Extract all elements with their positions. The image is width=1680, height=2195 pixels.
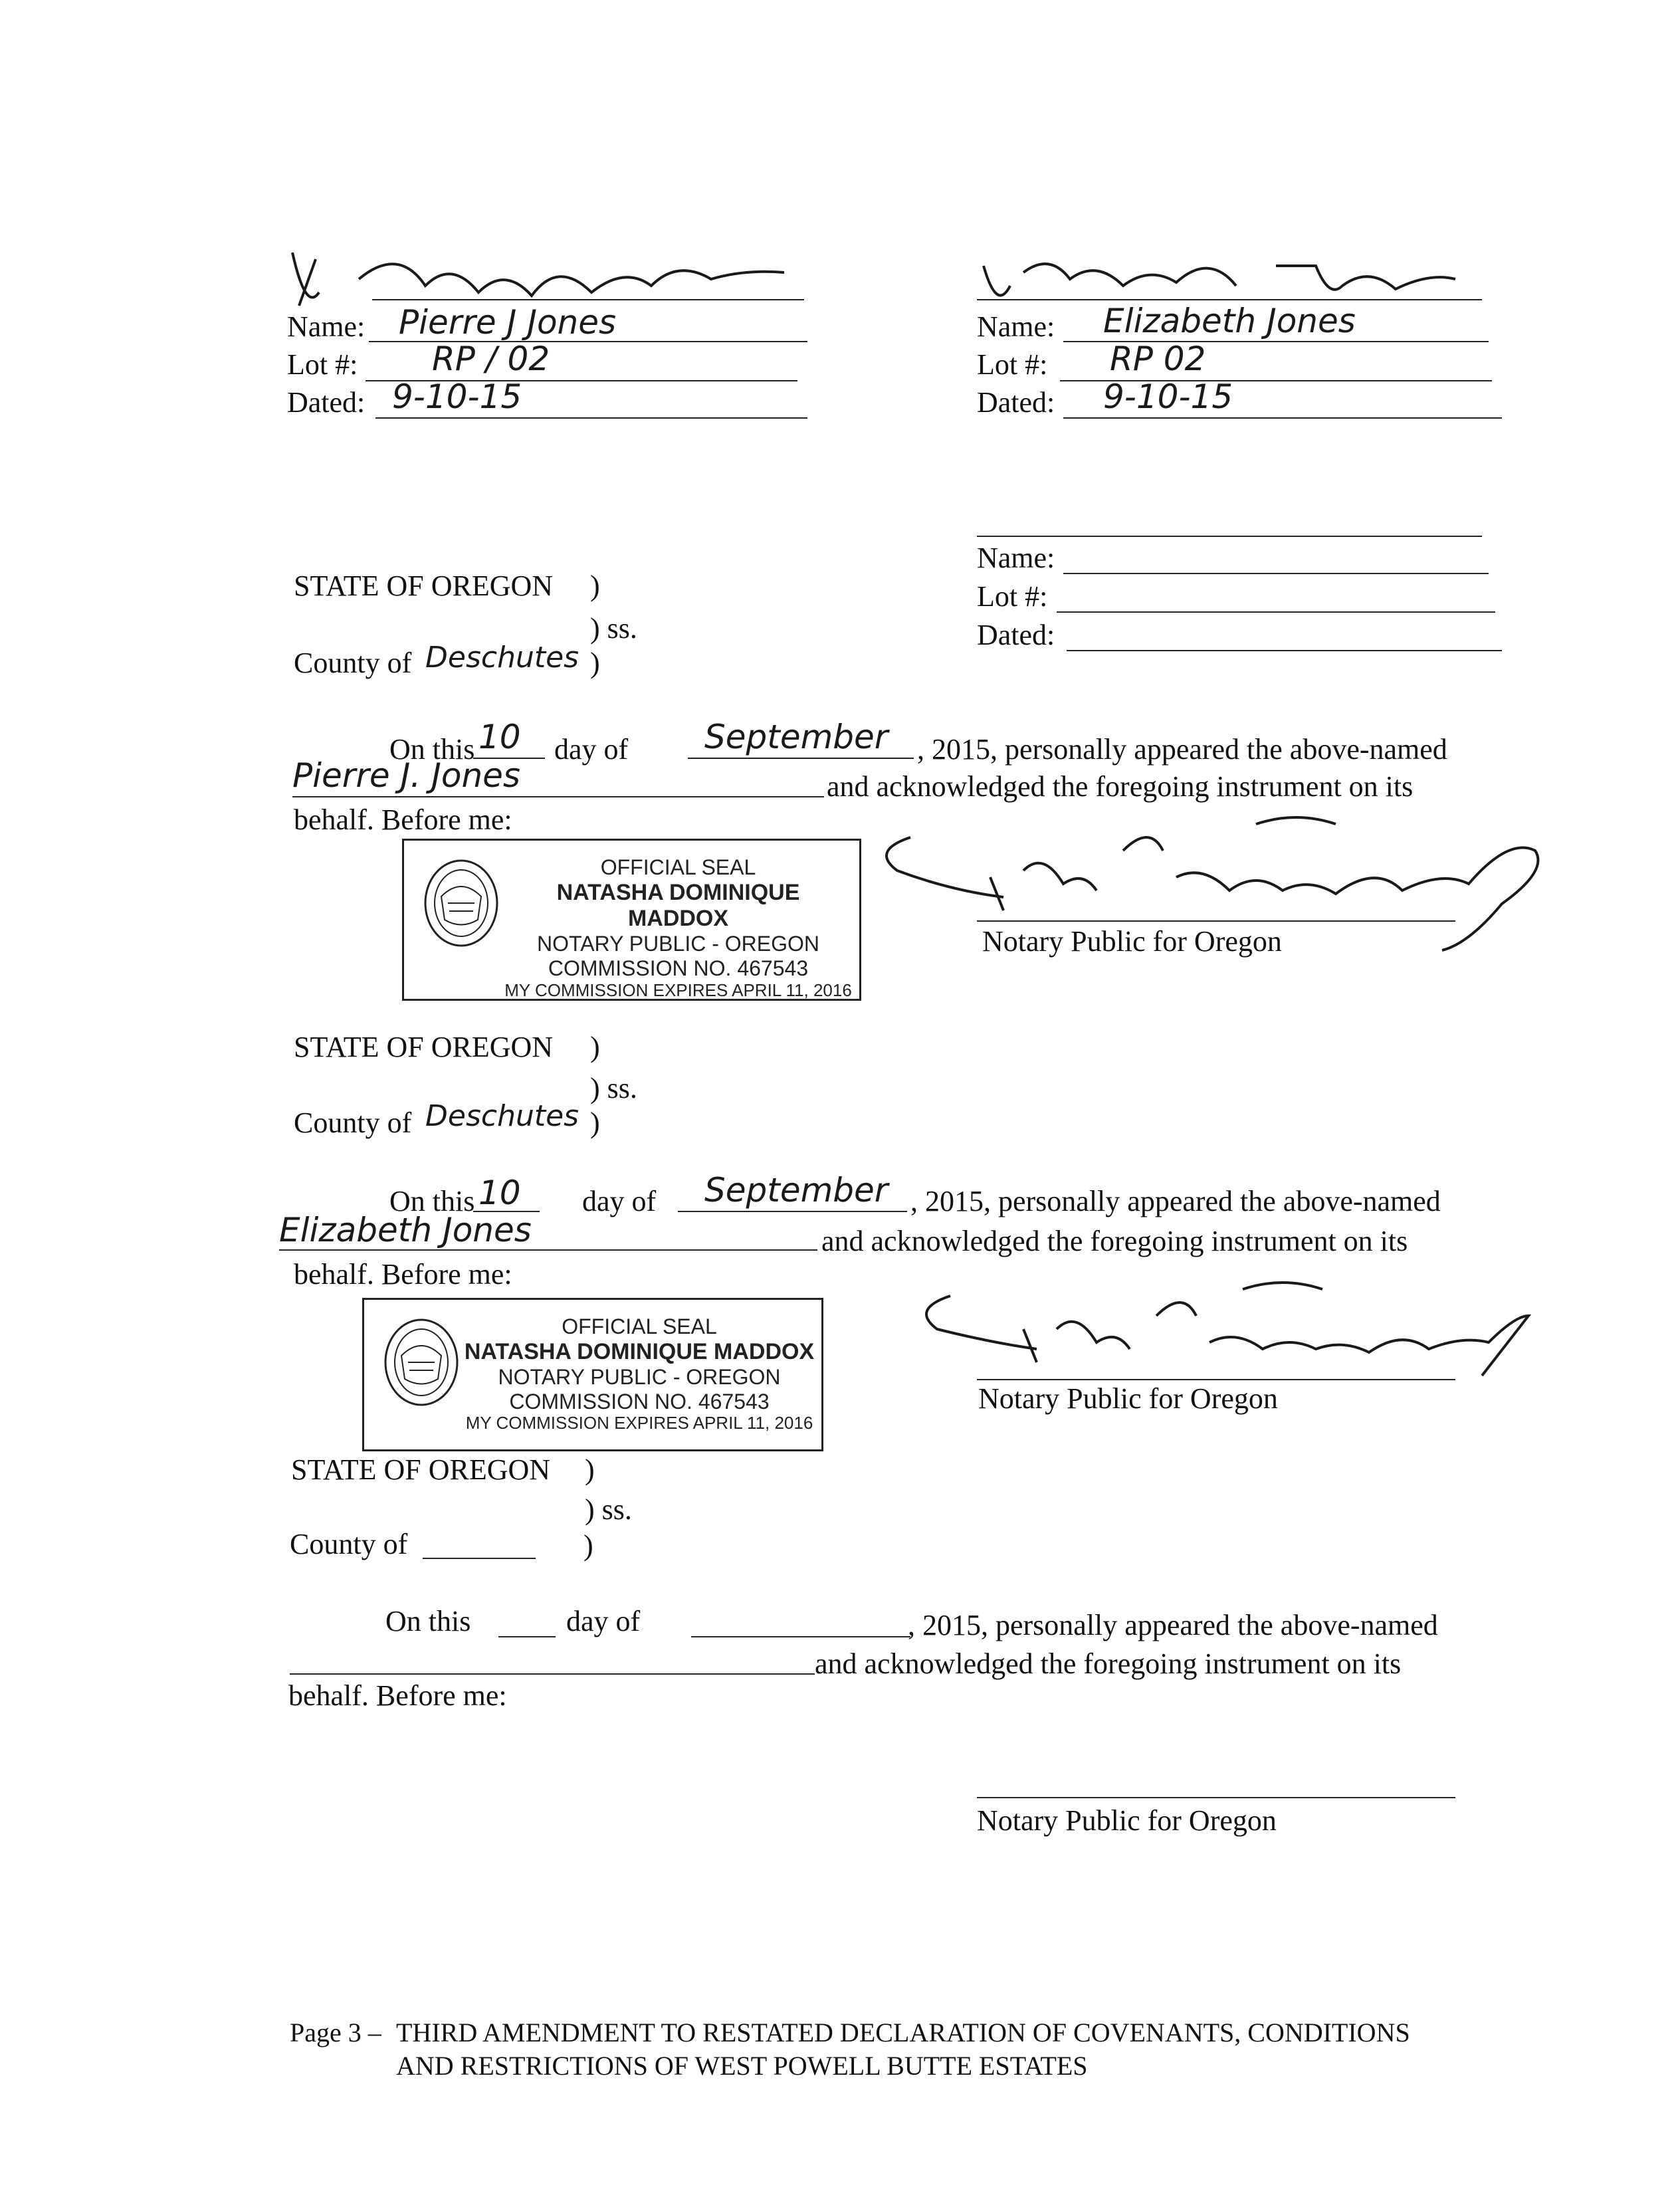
name-value: Pierre J Jones (399, 303, 617, 342)
lot-label: Lot #: (287, 348, 358, 381)
seal-notary-name: NATASHA DOMINIQUE MADDOX (464, 1338, 815, 1364)
seal-expiration: MY COMMISSION EXPIRES APRIL 11, 2016 (465, 1413, 813, 1433)
dated-label: Dated: (287, 386, 366, 419)
behalf-text: behalf. Before me: (294, 1258, 512, 1291)
county-close: ) (590, 647, 600, 679)
ss-label: ) ss. (590, 612, 637, 645)
lot-label: Lot #: (977, 580, 1048, 613)
appeared-text: , 2015, personally appeared the above-named (917, 733, 1447, 766)
footer-title-line-1: THIRD AMENDMENT TO RESTATED DECLARATION OF COVENANTS, CONDITIONS (396, 2018, 1410, 2047)
notary-title: Notary Public for Oregon (982, 925, 1282, 958)
appeared-text: , 2015, personally appeared the above-named (910, 1185, 1441, 1217)
month-value: September (704, 1171, 889, 1209)
page-label: Page 3 – (290, 2018, 381, 2047)
county-close: ) (583, 1529, 593, 1562)
seal-title: OFFICIAL SEAL (600, 855, 756, 879)
day-of-label: day of (582, 1185, 657, 1217)
appeared-text: , 2015, personally appeared the above-named (908, 1609, 1438, 1641)
behalf-text: behalf. Before me: (288, 1679, 507, 1712)
behalf-text: behalf. Before me: (294, 803, 512, 836)
oregon-seal-emblem (421, 857, 501, 950)
county-label: County of (290, 1528, 408, 1560)
state-paren: ) (585, 1453, 595, 1486)
on-this-label: On this (385, 1605, 471, 1637)
footer-title-line-2: AND RESTRICTIONS OF WEST POWELL BUTTE ESTATES (396, 2051, 1088, 2081)
day-value: 10 (478, 1174, 521, 1212)
state-heading: STATE OF OREGON (294, 570, 554, 602)
day-value: 10 (478, 718, 521, 756)
day-of-label: day of (554, 733, 629, 766)
seal-notary-public: NOTARY PUBLIC - OREGON (498, 1364, 781, 1389)
county-close: ) (590, 1106, 600, 1139)
lot-label: Lot #: (977, 348, 1048, 381)
dated-value: 9-10-15 (392, 377, 522, 416)
acknowledged-text: and acknowledged the foregoing instrument on its (821, 1225, 1408, 1257)
state-heading: STATE OF OREGON (294, 1031, 554, 1063)
acknowledged-text: and acknowledged the foregoing instrument on its (815, 1647, 1402, 1680)
ss-label: ) ss. (590, 1072, 637, 1104)
person-value: Pierre J. Jones (292, 756, 520, 795)
seal-title: OFFICIAL SEAL (562, 1314, 717, 1338)
state-heading: STATE OF OREGON (291, 1453, 551, 1486)
acknowledged-text: and acknowledged the foregoing instrument on its (827, 770, 1414, 803)
dated-label: Dated: (977, 386, 1055, 419)
name-label: Name: (977, 310, 1055, 343)
name-value: Elizabeth Jones (1103, 302, 1356, 340)
name-label: Name: (977, 542, 1055, 574)
person-value: Elizabeth Jones (279, 1211, 532, 1249)
seal-notary-name: NATASHA DOMINIQUE MADDOX (556, 879, 800, 931)
seal-notary-public: NOTARY PUBLIC - OREGON (537, 931, 819, 956)
state-paren: ) (590, 1031, 600, 1063)
notary-seal (362, 1298, 823, 1451)
dated-label: Dated: (977, 619, 1055, 651)
county-label: County of (294, 647, 412, 679)
seal-commission-number: COMMISSION NO. 467543 (509, 1389, 770, 1413)
oregon-seal-emblem (381, 1316, 461, 1409)
county-label: County of (294, 1106, 412, 1139)
lot-value: RP / 02 (432, 340, 550, 378)
name-label: Name: (287, 310, 366, 343)
notary-title: Notary Public for Oregon (978, 1382, 1278, 1415)
dated-value: 9-10-15 (1103, 377, 1233, 416)
on-this-label: On this (389, 733, 475, 766)
seal-expiration: MY COMMISSION EXPIRES APRIL 11, 2016 (504, 980, 852, 1000)
ss-label: ) ss. (585, 1493, 632, 1526)
state-paren: ) (590, 570, 600, 602)
county-value: Deschutes (425, 1099, 579, 1133)
lot-value: RP 02 (1110, 340, 1206, 378)
day-of-label: day of (566, 1605, 641, 1637)
notary-seal (402, 839, 861, 1001)
notary-title: Notary Public for Oregon (977, 1804, 1277, 1837)
month-value: September (704, 718, 889, 756)
on-this-label: On this (389, 1185, 475, 1217)
county-value: Deschutes (425, 641, 579, 675)
seal-commission-number: COMMISSION NO. 467543 (548, 956, 809, 980)
